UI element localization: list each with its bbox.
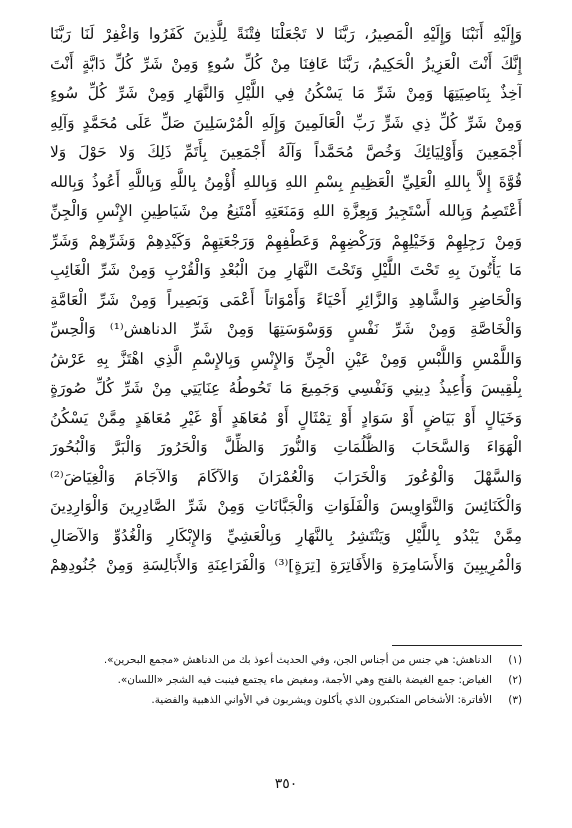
text-line: وَخَيَالٍ أَوْ بَيَاضٍ أَوْ سَوَادٍ أَوْ تِمْثَالٍ أَوْ مُعَاهَدٍ أَوْ غَيْرِ مُعَاهَدٍ مِمَّنْ يَسْكُنُ bbox=[50, 408, 522, 427]
footnote-number: (٢) bbox=[508, 674, 522, 686]
footnote bbox=[50, 692, 522, 708]
text-line: وَالْمُرِيبِينَ وَالأَسَامِرَةِ وَالأَفَاتِرَةِ [تِرَةٍ]⁽³⁾ وَالْفَرَاعِنَةِ وَالأَبَالِسَةِ وَمِنْ جُنُودِهِمْ bbox=[50, 556, 522, 574]
text-line: مَا يَأْتُونَ بِهِ تَحْتَ اللَّيْلِ وَتَحْتَ النَّهَارِ مِنَ الْبُعْدِ وَالْقُرْبِ وَمِنْ شَرِّ الْغَائِبِ bbox=[50, 261, 522, 279]
text-line: قُوَّةَ إِلاَّ بِاللهِ الْعَلِيِّ الْعَظِيمِ بِسْمِ اللهِ وَبِاللهِ أُؤْمِنُ بِاللَّهِ وَبِاللَّهِ أَعُوذُ وَبِالله bbox=[50, 172, 522, 191]
text-line: آخِذٌ بِنَاصِيَتِهَا وَمِنْ شَرِّ مَا يَسْكُنُ فِي اللَّيْلِ وَالنَّهَارِ وَمِنْ شَرِّ كُلِّ سُوءٍ bbox=[50, 84, 522, 102]
footnote-number: (٣) bbox=[508, 694, 522, 706]
text-line: أَجْمَعِينَ وَأَوْلِيَائِكَ وَخُصَّ مُحَمَّداً وَآلَهُ أَجْمَعِينَ بِأَتَمِّ ذَلِكَ وَلا حَوْلَ وَلا bbox=[50, 143, 522, 161]
text-line: مِمَّنْ يَبْدُو بِاللَّيْلِ وَيَنْتَشِرُ بِالنَّهَارِ وَبِالْعَشِيِّ وَالإِبْكَارِ وَالْغُدُوِّ وَالآصَالِ bbox=[50, 526, 522, 545]
text-line: بِلْقِيسَ وَأُعِيذُ دِينِي وَنَفْسِي وَجَمِيعَ مَا تَحُوطُهُ عِنَايَتِي مِنْ شَرِّ كُلِّ صُورَةٍ bbox=[50, 379, 522, 397]
text-line: الْهَوَاءَ وَالسَّحَابَ وَالظُّلُمَاتِ وَالنُّورَ وَالظِّلَّ وَالْحَرُورَ وَالْبَرَّ وَالْبُحُورَ bbox=[50, 438, 522, 456]
text-line: وَالْخَاصَّةِ وَمِنْ شَرِّ نَفْسٍ وَوَسْوَسَتِهَا وَمِنْ شَرِّ الدناهش⁽¹⁾ وَالْحِسِّ bbox=[50, 320, 522, 338]
footnote-number: (١) bbox=[508, 654, 522, 666]
footnote-text: الغياض: جمع الغيضة بالفتح وهي الأجمة، ومغيض ماء يجتمع فينبت فيه الشجر «اللسان». bbox=[117, 674, 492, 686]
text-line: وَإِلَيْهِ أَنَبْنَا وَإِلَيْهِ الْمَصِيرُ، رَبَّنَا لا تَجْعَلْنَا فِتْنَةً لِلَّذِينَ كَفَرُوا وَاغْفِرْ لَنَا رَبَّنَا bbox=[50, 25, 522, 43]
text-line: أَعْتَصِمُ وَبِالله أَسْتَجِيرُ وَبِعِزَّةِ اللهِ وَمَنَعَتِهِ أَمْتَنِعُ مِنْ شَيَاطِينِ الإِنْسِ وَالْجِنِّ bbox=[50, 202, 522, 220]
footnotes bbox=[50, 652, 522, 712]
footnote-text: الدناهش: هي جنس من أجناس الجن، وفي الحديث أعوذ بك من الدناهش «مجمع البحرين». bbox=[103, 654, 492, 666]
footnote bbox=[50, 672, 522, 688]
footnote-separator bbox=[392, 645, 522, 646]
text-line: وَالسَّهْلَ وَالْوُعُورَ وَالْخَرَابَ وَالْعُمْرَانَ وَالآكَامَ وَالآجَامَ وَالْغِيَاضَ⁽²⁾ bbox=[50, 467, 522, 486]
text-line: وَمِنْ رَجِلِهِمْ وَخَيْلِهِمْ وَرَكْضِهِمْ وَعَطْفِهِمْ وَرَجْعَتِهِمْ وَكَيْدِهِمْ وَشَرِّهِمْ وَشَرِّ bbox=[50, 231, 522, 250]
footnote bbox=[50, 652, 522, 668]
text-line: وَاللَّمْسِ وَاللُّبْسِ وَمِنْ عَيْنِ الْجِنِّ وَالإِنْسِ وَبِالإِسْمِ الَّذِي اهْتَزَّ بِهِ عَرْشُ bbox=[50, 349, 522, 368]
text-line: وَالْحَاضِرِ وَالشَّاهِدِ وَالزَّائِرِ أَحْيَاءً وَأَمْوَاتاً أَعْمَى وَبَصِيراً وَمِنْ شَرِّ الْعَامَّةِ bbox=[50, 290, 522, 309]
text-line: إِنَّكَ أَنْتَ الْعَزِيزُ الْحَكِيمُ، رَبَّنَا عَافِنَا مِنْ كُلِّ سُوءٍ وَمِنْ شَرِّ كُلِّ دَابَّةٍ أَنْتَ bbox=[50, 54, 522, 73]
footnote-text: الأفاترة: الأشخاص المتكبرون الذي يأكلون ويشربون في الأواني الذهبية والفضية. bbox=[151, 694, 492, 706]
main-text bbox=[50, 20, 522, 581]
page-number: ٣٥٠ bbox=[274, 776, 298, 792]
text-line: وَالْكَنَائِسَ وَالنَّوَاوِيسَ وَالْفَلَوَاتِ وَالْجَبَّانَاتِ وَمِنْ شَرِّ الصَّادِرِينَ وَالْوَارِدِينَ bbox=[50, 497, 522, 515]
text-line: وَمِنْ شَرِّ كُلِّ ذِي شَرٍّ رَبِّ الْعَالَمِينَ وَإِلَهِ الْمُرْسَلِينَ صَلِّ عَلَى مُحَمَّدٍ وَآلِهِ bbox=[50, 113, 522, 132]
